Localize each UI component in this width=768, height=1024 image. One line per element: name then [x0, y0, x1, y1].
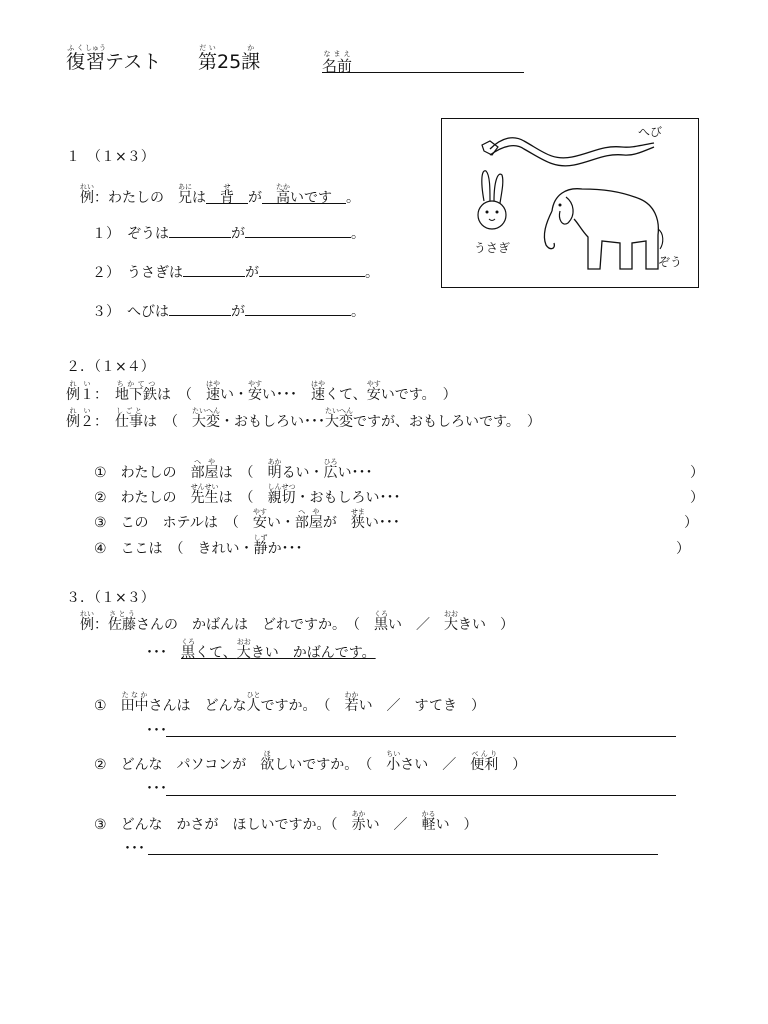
name-label: 名前なまえ [322, 50, 353, 75]
rabbit-drawing [478, 171, 506, 229]
section3-item-2: ② どんな パソコンが 欲ほしいですか。 （ 小ちいさい ／ 便利べんり ） [94, 750, 527, 773]
title-kana: テスト [105, 51, 162, 73]
lesson-number: 第だい25課か [198, 44, 261, 73]
section3-item-1: ① 田中たなかさんは どんな人ひとですか。 （ 若わかい ／ すてき ） [94, 691, 485, 714]
section1-item-3: ３） へびは が 。 [92, 301, 365, 321]
label-rabbit: うさぎ [474, 241, 511, 255]
section3-item-1-dots: ･･･ [146, 723, 167, 739]
label-snake: へび [638, 125, 663, 139]
section3-item-3: ③ どんな かさが ほしいですか。（ 赤あかい ／ 軽かるい ） [94, 810, 478, 833]
section2-item-1: ① わたしの 部屋へやは （ 明あかるい・広ひろい･･･ [94, 458, 373, 481]
title-kanji-fuku: 復ふく [66, 44, 86, 73]
page-title [66, 44, 161, 74]
section2-example-2: 例２れい： 仕事しごとは （ 大変たいへん・おもしろい･･･大変たいへんですが、おもしろいです。 ） [66, 407, 541, 430]
section2-item-2: ② わたしの 先生せんせいは （ 親切しんせつ・おもしろい･･･ [94, 483, 401, 506]
section2-item-4: ④ ここは （ きれい・静しずか･･･ [94, 534, 303, 557]
section2-heading: ２．（１×４） [66, 359, 155, 375]
section2-item-3: ③ この ホテルは （ 安やすい・部屋へやが 狭せまい･･･ [94, 508, 400, 531]
answer-line[interactable] [166, 795, 676, 796]
answer-blank[interactable] [245, 223, 351, 238]
section3-item-3-dots: ･･･ [124, 841, 145, 857]
section1-example: 例れい：わたしの 兄あには＿背せ＿が＿高たかいです＿。 [80, 183, 360, 206]
answer-blank[interactable] [169, 301, 231, 316]
section2-example-1: 例１れい： 地下鉄ちかてつは （ 速はやい・安やすい･･･ 速はやくて、安やすいです。 ） [66, 380, 457, 403]
section3-item-2-dots: ･･･ [146, 781, 167, 797]
section2-item-4-close: ） [676, 541, 690, 557]
answer-line[interactable] [148, 854, 658, 855]
section1-heading: １ （１×３） [66, 149, 155, 165]
answer-blank[interactable] [183, 262, 245, 277]
elephant-drawing [544, 189, 662, 269]
section3-example: 例れい：佐藤さとうさんの かばんは どれですか。 （ 黒くろい ／ 大おおきい ） [80, 610, 514, 633]
answer-blank[interactable] [245, 301, 351, 316]
section2-item-2-close: ） [690, 490, 704, 506]
section1-item-1: １） ぞうは が 。 [92, 223, 365, 243]
section3-example-answer: ･･･ 黒くろくて、大おおきい かばんです。 [146, 638, 376, 661]
section2-item-1-close: ） [690, 465, 704, 481]
section1-item-2: ２） うさぎは が 。 [92, 262, 379, 282]
picture-box [441, 118, 699, 288]
label-elephant: ぞう [658, 255, 683, 269]
title-kanji-shuu: 習しゅう [85, 44, 107, 73]
section2-item-3-close: ） [684, 515, 698, 531]
answer-blank[interactable] [169, 223, 231, 238]
answer-line[interactable] [166, 736, 676, 737]
section3-heading: ３．（１×３） [66, 590, 155, 606]
answer-blank[interactable] [259, 262, 365, 277]
name-field-line[interactable] [322, 72, 524, 73]
